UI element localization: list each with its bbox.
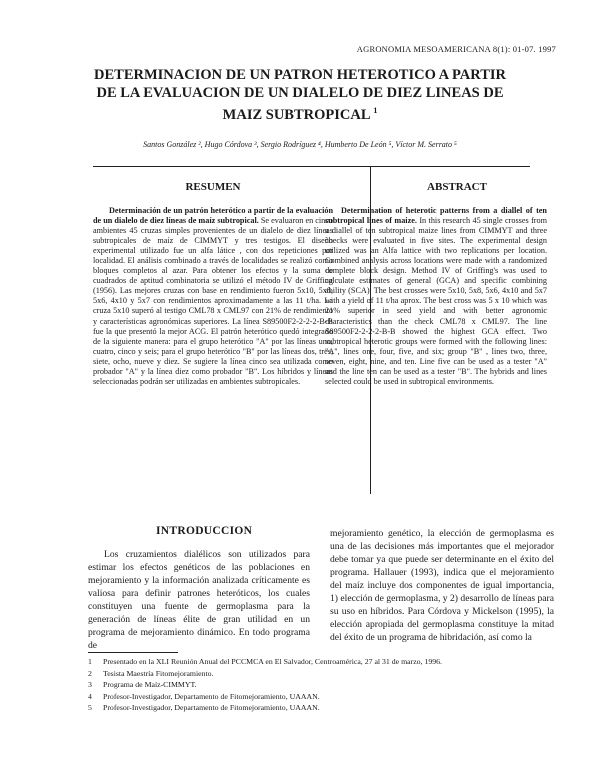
article-title (60, 66, 540, 124)
footnote-3: 3 Programa de Maíz-CIMMYT. (88, 680, 197, 690)
footnote-rule (88, 652, 178, 653)
title-line-3-text: MAIZ SUBTROPICAL (222, 106, 370, 123)
footnote-2: 2 Tesista Maestría Fitomejoramiento. (88, 668, 214, 678)
intro-left-text: Los cruzamientos dialélicos son utilizados para estimar los efectos genéticos de las poblaciones en mejoramiento y la información analizada críticamente es valiosa para definir patrones heteróticos, los cuales constituyen una fuente de germoplasma para la generación de líneas élite de gran utilidad en un programa de mejoramiento dinámico. En todo programa de (88, 549, 310, 651)
resumen-heading: RESUMEN (185, 181, 241, 193)
title-footnote-mark: 1 (373, 106, 378, 115)
abstract-lead: Determination of heterotic patterns from a diallel of ten subtropical lines of maize. (325, 206, 547, 226)
intro-heading: INTRODUCCION (156, 525, 253, 537)
resumen-text (93, 206, 333, 387)
intro-right-column (330, 527, 554, 644)
footnote-4: 4 Profesor-Investigador, Departamento de Fitomejoramiento, UAAAN. (88, 691, 320, 701)
title-line-3 (60, 102, 540, 124)
footnote-5: 5 Profesor-Investigador, Departamento de Fitomejoramiento, UAAAN. (88, 703, 320, 713)
footnote-1: 1 Presentado en la XLI Reunión Anual del PCCMCA en El Salvador, Centroamérica, 27 al 31 de marzo, 1996. (88, 657, 442, 666)
title-line-1: DETERMINACION DE UN PATRON HETEROTICO A PARTIR (94, 67, 506, 83)
resumen-lead: Determinación de un patrón heterótico a partir de la evaluación de un dialelo de diez líneas de maíz subtropical. (93, 206, 333, 226)
abstract-text (325, 206, 547, 387)
intro-left-column (88, 548, 310, 652)
author-list: Santos González ², Hugo Córdova ³, Sergio Rodríguez ⁴, Humberto De León ⁵, Víctor M. Serrato ⁵ (143, 140, 457, 149)
section-top-rule (93, 166, 530, 167)
title-line-2: DE LA EVALUACION DE UN DIALELO DE DIEZ LINEAS DE (96, 85, 504, 101)
resumen-body: Se evaluaron en cinco ambientes 45 cruzas simples provenientes de un dialelo de diez líneas subtropicales de maíz de CIMMYT y tres testigos. El diseño experimental utilizado fue un alfa látice , con dos repeticiones por localidad. El análisis combinado a través de localidades se realizó como bloques completos al azar. Para obtener los efectos y la suma de cuadrados de aptitud combinatoria se utilizó el método IV de Griffing (1956). Las mejores cruzas con base en rendimiento fueron 5x10, 5x8, 5x6, 4x10 y 5x7 con rendimientos aproximadamente a las 11 t/ha. La cruza 5x10 superó al testigo CML78 x CML97 con 21% de rendimiento y características agronómicas superiores. La línea S89500F2-2-2-2-B-B fue la que presentó la mejor ACG. El patrón heterótico quedó integrado de la siguiente manera: para el grupo heterótico "A" por las líneas uno, cuatro, cinco y seis; para el grupo heterótico "B" por las líneas dos, tres, siete, ocho, nueve y diez. Se sugiere la línea cinco sea utilizada como probador "A" y la línea diez como probador "B". Los híbridos y líneas seleccionadas podrán ser utilizadas en ambientes subtropicales. (93, 216, 333, 386)
abstract-heading: ABSTRACT (427, 181, 487, 193)
intro-right-text: mejoramiento genético, la elección de germoplasma es una de las decisiones más importantes que el mejorador debe tomar ya que puede ser determinante en el éxito del programa. Hallauer (1993), indica que el mejoramiento del maíz incluye dos componentes de igual importancia, 1) elección de germoplasma, y 2) desarrollo de líneas para su uso en híbridos. Para Córdova y Mickelson (1995), la elección apropiada del germoplasma constituye la mitad del éxito de un programa de hibridación, así como la (330, 528, 554, 643)
footnotes (88, 656, 558, 714)
journal-header: AGRONOMIA MESOAMERICANA 8(1): 01-07. 1997 (356, 44, 556, 54)
abstract-body: In this research 45 single crosses from a diallel of ten subtropical maize lines from CIMMYT and three checks were evaluated in five sites. The experimental design utilized was an Alfa lattice with two replications per location. Combined analysis across locations were made with a randomized complete block design. Method IV of Griffing's was used to calculate estimates of general (GCA) and specific combining ability (SCA). The best crosses were 5x10, 5x8, 5x6, 4x10 and 5x7 with a yield of 11 t/ha aprox. The best cross was 5 x 10 which was 21% superior in seed yield and with better agronomic characteristics than the check CML78 x CML97. The line S89500F2-2-2-2-B-B showed the highest GCA effect. Two subtropical heterotic groups were formed with the following lines: "A", lines one, four, five, and six; group "B" , lines two, three, seven, eight, nine, and ten. Line five can be used as a tester "A" and the line ten can be used as a tester "B". The hybrids and lines selected could be used in subtropical environments. (325, 216, 548, 386)
